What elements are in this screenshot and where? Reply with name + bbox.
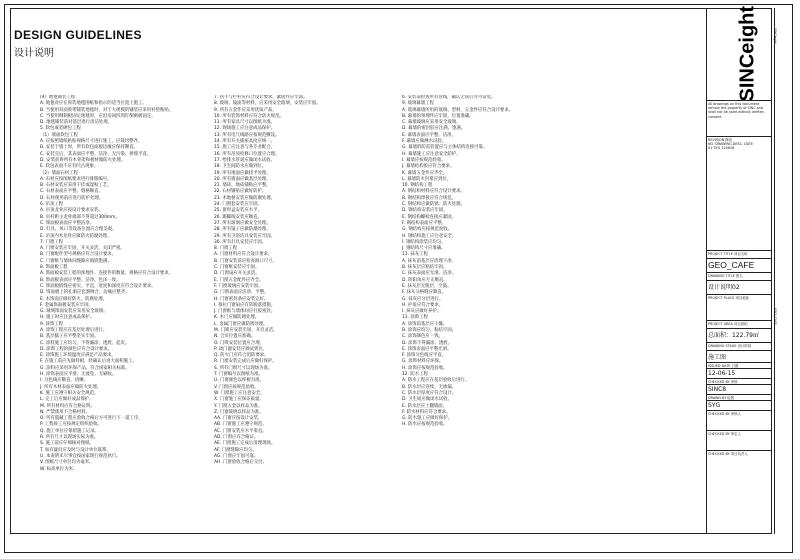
guideline-line: D. 涂饰不得漏涂、透底。 bbox=[402, 340, 453, 346]
guideline-line: 9. 涂饰工程 bbox=[40, 321, 64, 327]
guideline-line: C. 幕墙玻璃应采用安全玻璃。 bbox=[402, 120, 461, 126]
guideline-line: F. 在施工前应先做样板，经确认后再大面积施工。 bbox=[40, 359, 137, 365]
guideline-line: D. 饰面板上的孔洞应套割吻合，边缘应整齐。 bbox=[40, 290, 130, 296]
guideline-line: 28. 所有镜子应做防潮处理。 bbox=[214, 227, 271, 233]
guideline-line: （2）墙面石材工程 bbox=[40, 170, 78, 176]
guideline-line: 11. 涂饰工程 bbox=[402, 315, 428, 321]
drawing-name: 设计说明02 bbox=[706, 280, 772, 294]
project-name: GEO_CAFE bbox=[706, 258, 772, 272]
guideline-line: 5. 软包或者硬包工程 bbox=[40, 126, 81, 132]
guideline-line: G. 玻璃饰面安装应采用安全玻璃。 bbox=[40, 309, 108, 315]
issued-date-value: 12-06-15 bbox=[706, 368, 772, 378]
logo-wordmark: SINCeight bbox=[736, 5, 759, 102]
guideline-line: M. 门锁应安装牢固、开启灵活。 bbox=[214, 327, 278, 333]
guideline-line: G. 抹灰应分层进行。 bbox=[402, 296, 444, 302]
guideline-line: E. 防水层应上翻墙面。 bbox=[402, 403, 448, 409]
guideline-line: 10. 所有装饰材料应符合防火规范。 bbox=[214, 113, 284, 119]
project-area-label: PROJECT AREA 项目面积 bbox=[706, 320, 772, 328]
guideline-line: A. 石材应按图纸要求进行排版编号。 bbox=[40, 176, 112, 182]
guideline-line: C. 抹灰表面应光滑、洁净。 bbox=[402, 271, 457, 277]
guideline-line: AF. 门窗缝隙应均匀。 bbox=[214, 447, 257, 453]
copyright-text: All drawings on this document remain the property of SINC and shall not be used without written consent. bbox=[708, 102, 764, 119]
guideline-line: （1）墙面软包工程 bbox=[40, 132, 78, 138]
page-title: DESIGN GUIDELINES bbox=[14, 28, 142, 42]
drawing-stage-label: DRAWING STAGE 设计阶段 bbox=[706, 342, 772, 350]
guideline-line: B. 抹灰层应粘结牢固。 bbox=[402, 265, 448, 271]
guideline-column-1 bbox=[40, 95, 218, 473]
guideline-line: F. 钢结构表面应平整。 bbox=[402, 220, 447, 226]
guideline-line: H. 幕墙施工应注意安全防护。 bbox=[402, 151, 461, 157]
guideline-line: 26. 踢脚线安装应顺直。 bbox=[214, 214, 262, 220]
guideline-line: C. 饰面板嵌缝应密实、平直，宽度和深度应符合设计要求。 bbox=[40, 283, 156, 289]
guideline-line: 7. 扶手与栏杆应符合设计要求，紧固件应牢固。 bbox=[214, 95, 308, 100]
guideline-line: O. 所有隐蔽工程应验收合格后方可进行下一道工序。 bbox=[40, 416, 143, 422]
guideline-line: D. 钢结构安装应牢固。 bbox=[402, 208, 448, 214]
guideline-line: V. 图纸尺寸单位均为毫米。 bbox=[40, 460, 94, 466]
guideline-line: 17. 给排水管道应做闭水试验。 bbox=[214, 157, 276, 163]
checked-by-label: CHECKED BY 审核 bbox=[706, 378, 772, 384]
guideline-line: AB. 门窗施工应遵守规范。 bbox=[214, 422, 267, 428]
guideline-line: H. 涂饰表面应平滑、无流坠、无刷纹。 bbox=[40, 372, 117, 378]
strip-label-company: SINCeight bbox=[773, 28, 777, 44]
guideline-line: A. 地毯对应在预装地毯图纸和指示的适当位置上施工。 bbox=[40, 101, 147, 107]
guideline-line: B. 当使用双面胶带铺装地毯时，对于大规模的铺装应采用衬垫粘贴。 bbox=[40, 107, 174, 113]
guideline-line: 15. 施工应注意与各专业配合。 bbox=[214, 145, 276, 151]
guideline-line: C. 饰面板表面应平整洁净。 bbox=[40, 220, 95, 226]
guideline-line: C. 钢结构应做防锈、防火处理。 bbox=[402, 202, 465, 208]
guideline-line: 13. 所有电气线路应按规范敷设。 bbox=[214, 132, 280, 138]
guideline-line: 11. 抹灰工程 bbox=[402, 252, 428, 258]
guideline-line: N. 合页位置应准确。 bbox=[214, 334, 256, 340]
guideline-line: B. 安装于墙上时，所有软包面板边缘应保持顺直。 bbox=[40, 145, 139, 151]
guideline-line: B. 饰面板表面应平整、洁净、色泽一致。 bbox=[40, 277, 121, 283]
guideline-column-2 bbox=[214, 95, 392, 467]
guideline-line: Z. 门窗玻璃以样品为准。 bbox=[214, 409, 264, 415]
guideline-line: A. 防水工程应在基层验收后进行。 bbox=[402, 378, 470, 384]
sheet-edge-strip bbox=[774, 8, 789, 534]
guideline-line: AD. 门窗应有合格证。 bbox=[214, 435, 259, 441]
checked-by-value: SINC8 bbox=[706, 384, 772, 394]
guideline-line: (4）地毯铺装工程 bbox=[40, 95, 76, 100]
guideline-line: I. 幕墙应按规范验收。 bbox=[402, 157, 446, 163]
guideline-line: F. 金属饰面板安装应牢固。 bbox=[40, 302, 93, 308]
guideline-line: 19. 所有地面应做找平处理。 bbox=[214, 170, 271, 176]
guideline-line: 30. 所有灯具安装应牢固。 bbox=[214, 239, 267, 245]
guideline-line: 23. 木地板安装应做防潮处理。 bbox=[214, 195, 276, 201]
guideline-line: E. 涂饰施工环境温度应满足产品要求。 bbox=[40, 353, 116, 359]
guideline-line: E. 软包表面不应有凹凸现象。 bbox=[40, 164, 99, 170]
guideline-line: K. 施工应遵守相关安全规范。 bbox=[40, 390, 99, 396]
guideline-line: E. 钢结构螺栓连接应紧固。 bbox=[402, 214, 456, 220]
guideline-line: T. 门窗编号以图纸为准。 bbox=[214, 372, 263, 378]
guideline-line: I. 钢结构涂装应均匀。 bbox=[402, 239, 446, 245]
guideline-line: L. 幕墙防火封堵应到位。 bbox=[402, 176, 452, 182]
guideline-line: D. 卫生间应做闭水试验。 bbox=[402, 397, 453, 403]
guideline-line: H. 门窗密封条应安装完好。 bbox=[214, 296, 269, 302]
guideline-line: 11. 所有家具尺寸以图纸为准。 bbox=[214, 120, 276, 126]
guideline-line: 27. 所有玻璃应做安全处理。 bbox=[214, 220, 271, 226]
guideline-line: G. 幕墙的防雷装置应与主体结构连接可靠。 bbox=[402, 145, 488, 151]
guideline-line: 9. 所有五金件应采用优质产品。 bbox=[214, 107, 277, 113]
guideline-line: 21. 墙砖、地砖铺贴应平整。 bbox=[214, 183, 271, 189]
guideline-line: W. 标高单位为米。 bbox=[40, 466, 78, 472]
guideline-line: B. 门窗安装前应检查洞口尺寸。 bbox=[214, 258, 277, 264]
guideline-line: D. 灯具、风口等设备位置应合理美观。 bbox=[40, 227, 117, 233]
guideline-line: A. 抹灰前基层应清理干净。 bbox=[402, 258, 457, 264]
guideline-line: H. 施工时应注意成品保护。 bbox=[40, 315, 95, 321]
guideline-column-3 bbox=[402, 95, 588, 429]
guideline-line: A. 门窗安装应牢固，开关灵活，关闭严密。 bbox=[40, 246, 125, 252]
revision-header: REVISION 修改 bbox=[708, 138, 733, 142]
guideline-line: B. 门窗配件型号规格应符合设计要求。 bbox=[40, 252, 117, 258]
signature-row-1: CHECKED BY 审核人 bbox=[706, 410, 772, 430]
copyright-note bbox=[706, 100, 772, 136]
page-subtitle: 设计说明 bbox=[14, 48, 54, 59]
guideline-line: D. 石材使用前应进行防护处理。 bbox=[40, 195, 104, 201]
guideline-line: B. 基层腻子应平整坚实牢固。 bbox=[40, 334, 99, 340]
guideline-line: D. 门窗扇应开关灵活。 bbox=[214, 271, 260, 277]
guideline-line: G. 涂料应采用环保产品，符合国家相关标准。 bbox=[40, 365, 130, 371]
guideline-line: I. 分色线应顺直、清晰。 bbox=[40, 378, 88, 384]
guideline-line: 29. 所有卫浴洁具安装应牢固。 bbox=[214, 233, 276, 239]
guideline-line: AA. 门窗应按设计安装。 bbox=[214, 416, 263, 422]
guideline-line: C. 涂饰颜色应一致。 bbox=[402, 334, 443, 340]
guideline-line: H. 护角应符合要求。 bbox=[402, 302, 444, 308]
guideline-line: C. 防水层厚度应符合设计。 bbox=[402, 390, 457, 396]
guideline-line: H. 钢结构施工应注意安全。 bbox=[402, 233, 457, 239]
drawing-stage-value: 施工图 bbox=[706, 350, 772, 362]
guideline-line: E. 吊顶内木龙骨应做防火防腐处理。 bbox=[40, 233, 112, 239]
guideline-line: 12. 防水工程 bbox=[402, 372, 428, 378]
guideline-line: D. 幕墙的密封胶应注满、饱满。 bbox=[402, 126, 466, 132]
drawing-title-label: DRAWING TITLE 图名 bbox=[706, 272, 772, 280]
guideline-line: F. 防水材料应符合要求。 bbox=[402, 409, 451, 415]
guideline-line: R. 所有尺寸以现场实际为准。 bbox=[40, 435, 99, 441]
signature-row-3: CHECKED BY 项目负责人 bbox=[706, 450, 772, 470]
guideline-line: G. 防水施工应做好保护。 bbox=[402, 416, 453, 422]
guideline-line: J. 钢结构尺寸应准确。 bbox=[402, 246, 446, 252]
guideline-line: 12. 现场施工应注意成品保护。 bbox=[214, 126, 276, 132]
guideline-line: C. 涂料施工应均匀，不得漏涂、透底、起皮。 bbox=[40, 340, 130, 346]
guideline-line: G. 门窗表面应洁净、平整。 bbox=[214, 290, 269, 296]
guideline-line: Y. 门窗五金以样品为准。 bbox=[214, 403, 263, 409]
guideline-line: M. 所有材料应有合格证明。 bbox=[40, 403, 95, 409]
guideline-line: B. 石材安装应采用干挂或湿贴工艺。 bbox=[40, 183, 112, 189]
guideline-line: 8. 门窗工程 bbox=[214, 246, 238, 252]
project-title-label: PROJECT TITLE 项目名称 bbox=[706, 250, 772, 258]
guideline-line: A. 钢结构材料应符合设计要求。 bbox=[402, 189, 465, 195]
guideline-line: K. 幕墙五金件应齐全。 bbox=[402, 170, 448, 176]
guideline-line: S. 施工前应仔细核对图纸。 bbox=[40, 441, 94, 447]
guideline-line: B. 钢结构焊接应符合规范。 bbox=[402, 195, 457, 201]
guideline-line: C. 门窗框安装应牢固。 bbox=[214, 265, 260, 271]
guideline-line: G. 涂饰材料应环保。 bbox=[402, 359, 444, 365]
guideline-line: Q. 施工单位应保留施工记录。 bbox=[40, 428, 99, 434]
guideline-line: F. 抹灰分格缝应顺直。 bbox=[402, 290, 447, 296]
guideline-line: 18. 卫生间防水应做到位。 bbox=[214, 164, 267, 170]
guideline-line: F. 门窗玻璃应安装牢固。 bbox=[214, 283, 263, 289]
guideline-line: A. 饰面板安装工程的预埋件、连接件的数量、规格应符合设计要求。 bbox=[40, 271, 174, 277]
guideline-line: D. 涂饰工程的颜色应符合设计要求。 bbox=[40, 346, 113, 352]
guideline-line: U. 本说明未尽事宜按国家现行规范执行。 bbox=[40, 453, 121, 459]
guideline-line: A. 应按照墙纸粘贴规格尺寸进行施工，应裁切整齐。 bbox=[40, 139, 143, 145]
guideline-line: 6. 安装前检查所有管线，确认无误后方可安装。 bbox=[402, 95, 496, 100]
guideline-line: 6. 吊顶工程 bbox=[40, 202, 64, 208]
guideline-line: S. 所有门窗尺寸以现场为准。 bbox=[214, 365, 273, 371]
guideline-line: E. 涂饰表面应平整光滑。 bbox=[402, 346, 452, 352]
drawn-by-label: DRAWN BY 绘图 bbox=[706, 394, 772, 400]
guideline-line: 16. 所有吊顶检修口位置应合理。 bbox=[214, 151, 280, 157]
guideline-line: L. 金属门窗应做防锈处理。 bbox=[214, 321, 268, 327]
guideline-line: D. 阴阳角应方正顺直。 bbox=[402, 277, 448, 283]
guideline-line: W. 门窗施工应注意安全。 bbox=[214, 390, 265, 396]
guideline-line: C. 石材表面应平整、缝格顺直。 bbox=[40, 189, 103, 195]
guideline-line: E. 木饰面应做好防火、防腐处理。 bbox=[40, 296, 108, 302]
guideline-line: B. 涂饰应均匀、粘结牢固。 bbox=[402, 327, 457, 333]
strip-label-project: GEO_CAFE bbox=[773, 308, 777, 325]
revision-row: 01 SYG 120628 bbox=[708, 146, 735, 151]
guideline-line: J. 幕墙结构胶应符合要求。 bbox=[402, 164, 455, 170]
guideline-line: F. 涂饰分色线应平直。 bbox=[402, 353, 447, 359]
guideline-line: AG. 门窗应牢固可靠。 bbox=[214, 453, 259, 459]
company-logo bbox=[730, 5, 766, 102]
guideline-line: U. 门窗颜色以样板为准。 bbox=[214, 378, 264, 384]
guideline-line: B. 幕墙的预埋件应牢固，位置准确。 bbox=[402, 113, 474, 119]
guideline-line: K. 木门应做防腐处理。 bbox=[214, 315, 260, 321]
guideline-line: 9. 玻璃幕墙工程 bbox=[402, 101, 434, 107]
guideline-line: H. 涂饰应按规范验收。 bbox=[402, 365, 448, 371]
guideline-line: A. 涂饰工程应在基层处理后进行。 bbox=[40, 327, 108, 333]
guideline-line: 14. 所有开关插座高度应统一。 bbox=[214, 139, 276, 145]
guideline-line: 24. 门窗套安装应牢固。 bbox=[214, 202, 262, 208]
guideline-line: B. 防水层应连续、无渗漏。 bbox=[402, 384, 457, 390]
guideline-line: C. 门窗框与墙体间缝隙应填嵌饱满。 bbox=[40, 258, 112, 264]
guideline-line: 22. 石材铺贴应做好防护。 bbox=[214, 189, 267, 195]
guideline-line: J. 门窗框与墙体间应打胶密封。 bbox=[214, 309, 276, 315]
guideline-line: E. 门窗五金配件应齐全。 bbox=[214, 277, 264, 283]
guideline-line: 20. 所有墙面应做基层处理。 bbox=[214, 176, 271, 182]
guideline-line: I. 推拉门窗扇应有防脱落措施。 bbox=[214, 302, 276, 308]
guideline-line: AE. 门窗施工完成后清理现场。 bbox=[214, 441, 276, 447]
guideline-line: 7. 门窗工程 bbox=[40, 239, 64, 245]
guideline-line: Q. 防火门应符合消防要求。 bbox=[214, 353, 269, 359]
guideline-line: O. 门吸安装位置应合理。 bbox=[214, 340, 264, 346]
guideline-line: B. 吊杆距主龙骨端部不得超过300mm。 bbox=[40, 214, 120, 220]
issued-date-label: ISSUED DATE 日期 bbox=[706, 362, 772, 368]
signature-row-2: CHECKED BY 审定人 bbox=[706, 430, 772, 450]
guideline-line: E. 幕墙表面应平整、洁净。 bbox=[402, 132, 456, 138]
guideline-line: N. 严禁使用不合格材料。 bbox=[40, 409, 90, 415]
guideline-line: H. 防水应按规范验收。 bbox=[402, 422, 448, 428]
guideline-line: A. 玻璃幕墙所用的玻璃、型材、五金件应符合设计要求。 bbox=[402, 107, 514, 113]
revision-row: NO. DRAWING DESC. DATE bbox=[708, 142, 754, 147]
project-area-value: 总面积：122.79㎡ bbox=[706, 328, 772, 342]
guideline-line: 8. 玻璃、镜面等材料，应采用安全玻璃，安装应牢固。 bbox=[214, 101, 321, 107]
guideline-line: V. 门窗应按规范验收。 bbox=[214, 384, 259, 390]
guideline-line: C. 安装完后，其表面应平整、洁净，无污染、拼缝平直。 bbox=[40, 151, 152, 157]
guideline-line: 25. 窗帘盒安装应水平。 bbox=[214, 208, 262, 214]
guideline-line: X. 门窗施工应保证质量。 bbox=[214, 397, 264, 403]
guideline-line: I. 抹灰应做好养护。 bbox=[402, 309, 442, 315]
guideline-line: F. 幕墙应做淋水试验。 bbox=[402, 139, 447, 145]
guideline-line: P. 工程竣工应按规定组织验收。 bbox=[40, 422, 102, 428]
guideline-line: A. 涂饰前基层应干燥。 bbox=[402, 321, 448, 327]
guideline-line: D. 安装前将所有木骨架和板材做防火处理。 bbox=[40, 157, 126, 163]
guideline-line: AC. 门窗安装应水平垂直。 bbox=[214, 428, 267, 434]
guideline-line: G. 钢结构应按规范验收。 bbox=[402, 227, 453, 233]
guideline-line: R. 门窗安装完成后应做好保护。 bbox=[214, 359, 277, 365]
guideline-line: C. 当使用倒刺板固定地毯时，应沿房间四周钉倒刺板固定。 bbox=[40, 113, 156, 119]
guideline-line: 8. 饰面板工程 bbox=[40, 265, 68, 271]
guideline-line: P. 闭门器安装应调试到位。 bbox=[214, 346, 268, 352]
revision-table bbox=[706, 136, 772, 166]
guideline-line: T. 如有疑问应及时与设计单位联系。 bbox=[40, 447, 111, 453]
guideline-line: J. 所有木材表面应做防火处理。 bbox=[40, 384, 102, 390]
guideline-line: E. 抹灰层无脱层、空鼓。 bbox=[402, 283, 452, 289]
guideline-line: A. 吊顶龙骨应按设计要求安装。 bbox=[40, 208, 103, 214]
guideline-line: D. 地毯铺装前对基层进行清洁处理。 bbox=[40, 120, 113, 126]
guideline-line: 10. 钢结构工程 bbox=[402, 183, 433, 189]
drawn-by-value: SYG bbox=[706, 400, 772, 410]
guideline-line: AH. 门窗验收合格后交付。 bbox=[214, 460, 267, 466]
guideline-line: A. 门窗材料应符合设计要求。 bbox=[214, 252, 273, 258]
project-place-label: PROJECT PLACE 项目地址 bbox=[706, 294, 772, 320]
guideline-line: L. 完工后应做好成品保护。 bbox=[40, 397, 94, 403]
